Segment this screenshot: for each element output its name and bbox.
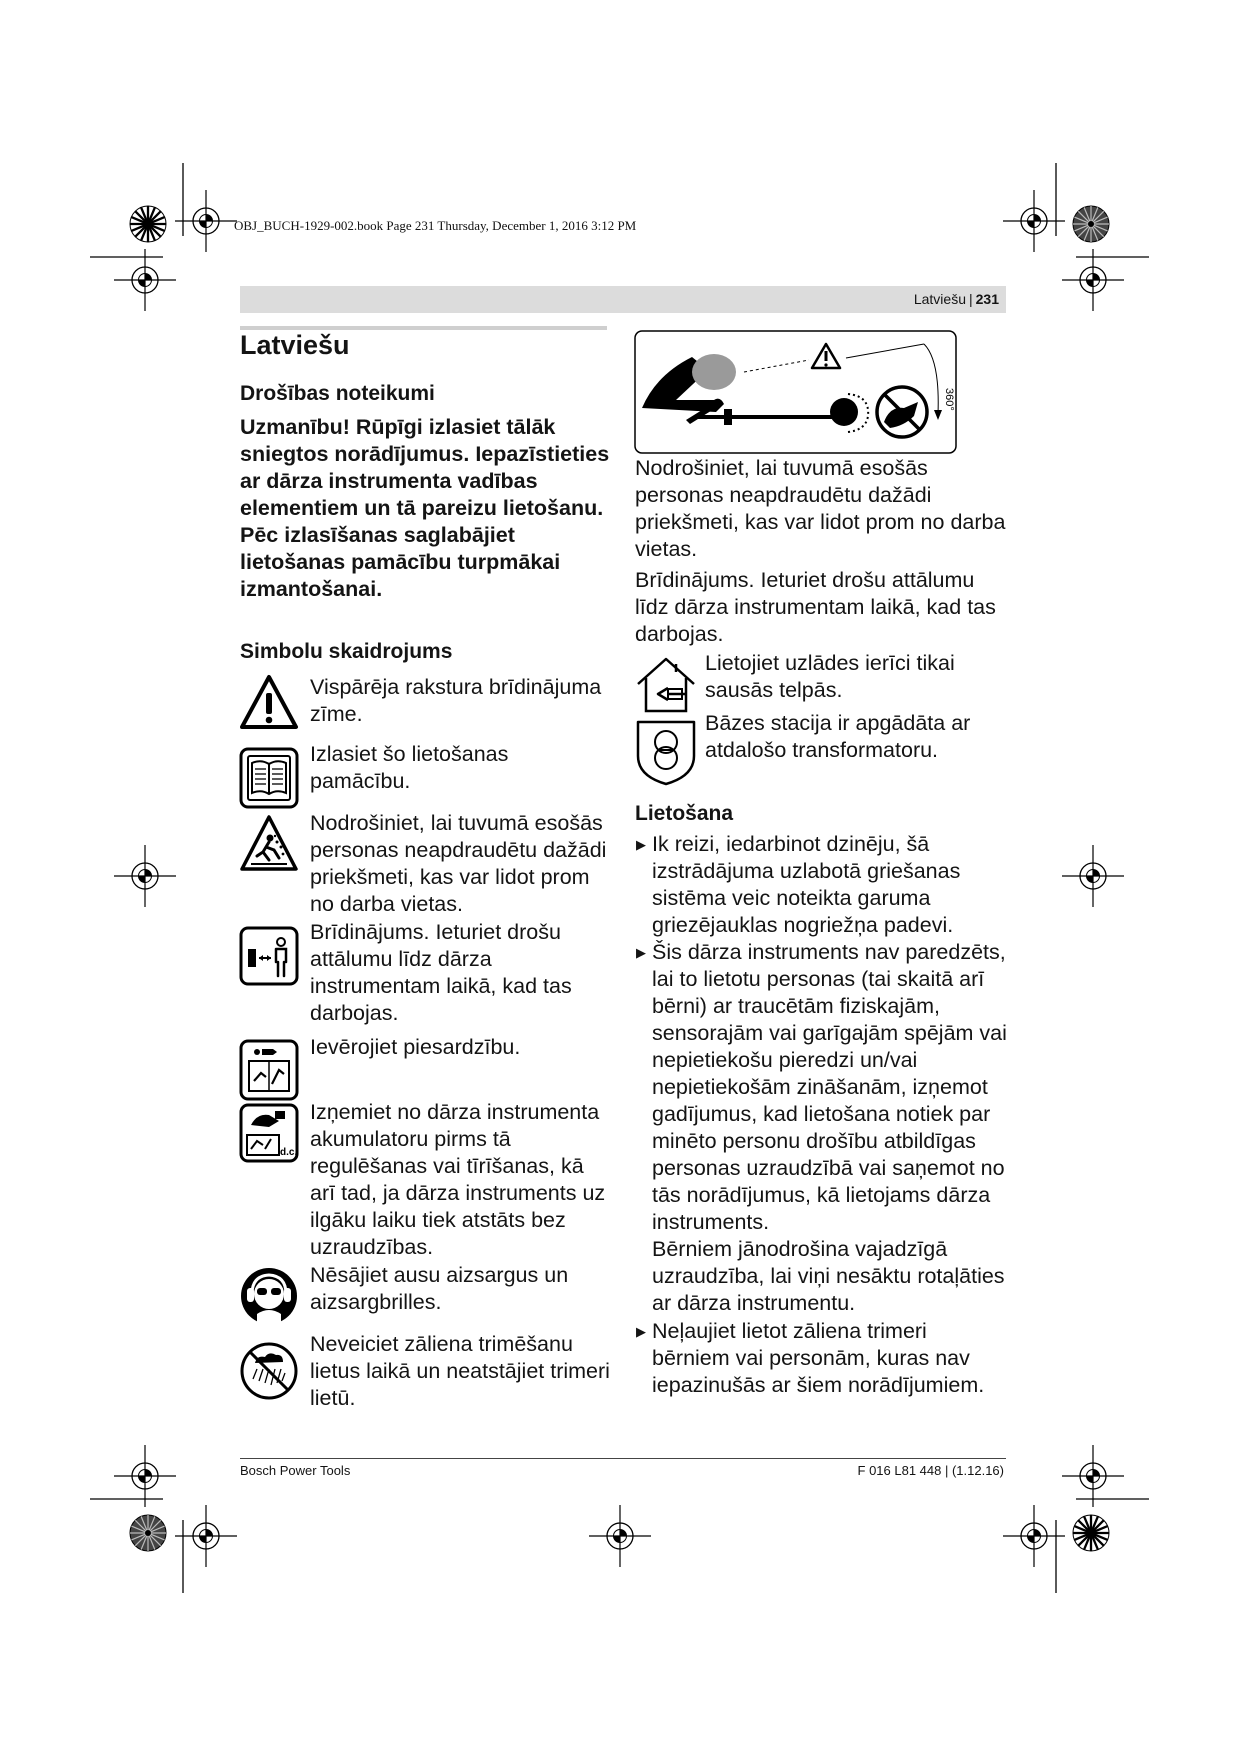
symbol-text-caution: Ievērojiet piesardzību. (310, 1035, 521, 1059)
print-file-tag: OBJ_BUCH-1929-002.book Page 231 Thursday, December 1, 2016 3:12 PM (234, 218, 637, 233)
bullet-arrow-icon: ▶ (636, 945, 646, 960)
bullet-text: Neļaujiet lietot zāliena trimeri bērniem vai personām, kuras nav iepazinušās ar šiem norādījumiem. (652, 1319, 985, 1397)
dry-room-text: Lietojiet uzlādes ierīci tikai sausās telpās. (705, 651, 955, 702)
symbol-text-flying-objects: Nodrošiniet, lai tuvumā esošās personas neapdraudētu dažādi priekšmeti, kas var lidot prom no darba vietas. (310, 811, 607, 916)
dc-label: d.c. (280, 1147, 298, 1158)
running-header (914, 291, 999, 307)
usage-heading: Lietošana (635, 802, 734, 825)
symbol-text-read-manual: Izlasiet šo lietošanas pamācību. (310, 742, 509, 793)
page-number: 231 (975, 291, 999, 307)
bullet-text: Ik reizi, iedarbinot dzinēju, šā izstrādājuma uzlabotā griešanas sistēma veic noteikta garuma griezējauklas nogriežņa padevi. (652, 832, 961, 937)
bullet-arrow-icon: ▶ (636, 1324, 646, 1339)
bullet-extra-text: Bērniem jānodrošina vajadzīgā uzraudzība, lai viņi nesāktu rotaļāties ar dārza instrumentu. (652, 1237, 1005, 1315)
figure-360-label: 360° (943, 388, 955, 411)
page-title: Latviešu (240, 330, 350, 360)
figure-caption-text: Nodrošiniet, lai tuvumā esošās personas neapdraudētu dažādi priekšmeti, kas var lidot prom no darba vietas. (635, 456, 1006, 561)
manual-book-icon (239, 747, 299, 809)
usage-bullet (636, 1318, 1008, 1399)
symbols-heading: Simbolu skaidrojums (240, 640, 453, 663)
symbol-text-no-rain: Neveiciet zāliena trimēšanu lietus laikā un neatstājiet trimeri lietū. (310, 1332, 610, 1410)
footer-rule (240, 1458, 1006, 1459)
symbol-text-ear-eye-protection: Nēsājiet ausu aizsargus un aizsargbrilles. (310, 1263, 569, 1314)
footer-brand: Bosch Power Tools (240, 1463, 351, 1478)
usage-bullet (636, 831, 1008, 939)
trimmer-distance-figure (634, 330, 957, 454)
bullet-text: Šis dārza instruments nav paredzēts, lai to lietotu personas (tai skaitā arī bērni) ar traucētām fiziskajām, sensorajām vai garīgajām spējām vai nepietiekošu pieredzi un/vai nepietiekošām zināšanām, izņemot gadījumus, kad lietošana notiek par minēto personu drošību atbildīgas personas uzraudzībā vai saņemot no tās norādījumus, kā lietojams dārza instruments. (652, 940, 1007, 1234)
caution-icon (239, 1039, 299, 1101)
header-separator: | (969, 291, 973, 307)
safety-heading: Drošības noteikumi (240, 382, 435, 405)
ear-eye-protection-icon (239, 1266, 299, 1326)
symbol-text-remove-battery: Izņemiet no dārza instrumenta akumulatoru pirms tā regulēšanas vai tīrīšanas, kā arī tad, ja dārza instruments uz ilgāku laiku tiek atstāts bez uzraudzības. (310, 1100, 606, 1259)
symbol-text-general-warning: Vispārēja rakstura brīdinājuma zīme. (310, 675, 602, 726)
usage-bullet (636, 939, 1008, 1317)
warning-triangle-icon (239, 674, 299, 731)
footer-document-number: F 016 L81 448 | (1.12.16) (857, 1463, 1004, 1478)
transformer-text: Bāzes stacija ir apgādāta ar atdalošo transformatoru. (705, 711, 971, 762)
dry-room-icon (634, 656, 698, 714)
header-bar (240, 286, 1006, 313)
flying-objects-icon (239, 814, 299, 874)
isolating-transformer-icon (634, 716, 698, 786)
header-language: Latviešu (913, 291, 966, 307)
safety-warning: Uzmanību! Rūpīgi izlasiet tālāk sniegtos norādījumus. Iepazīstieties ar dārza instrumenta vadības elementiem un tā pareizu lietošanu. Pēc izlasīšanas saglabājiet lietošanas pamācību turpmākai izmantošanai. (240, 415, 610, 601)
bullet-arrow-icon: ▶ (636, 837, 646, 852)
no-rain-icon (239, 1341, 299, 1401)
symbol-text-safe-distance: Brīdinājums. Ieturiet drošu attālumu līdz dārza instrumentam laikā, kad tas darbojas. (310, 920, 572, 1025)
safe-distance-icon (239, 926, 299, 986)
safe-distance-text: Brīdinājums. Ieturiet drošu attālumu līdz dārza instrumentam laikā, kad tas darbojas. (635, 568, 996, 646)
remove-battery-icon (239, 1103, 299, 1163)
